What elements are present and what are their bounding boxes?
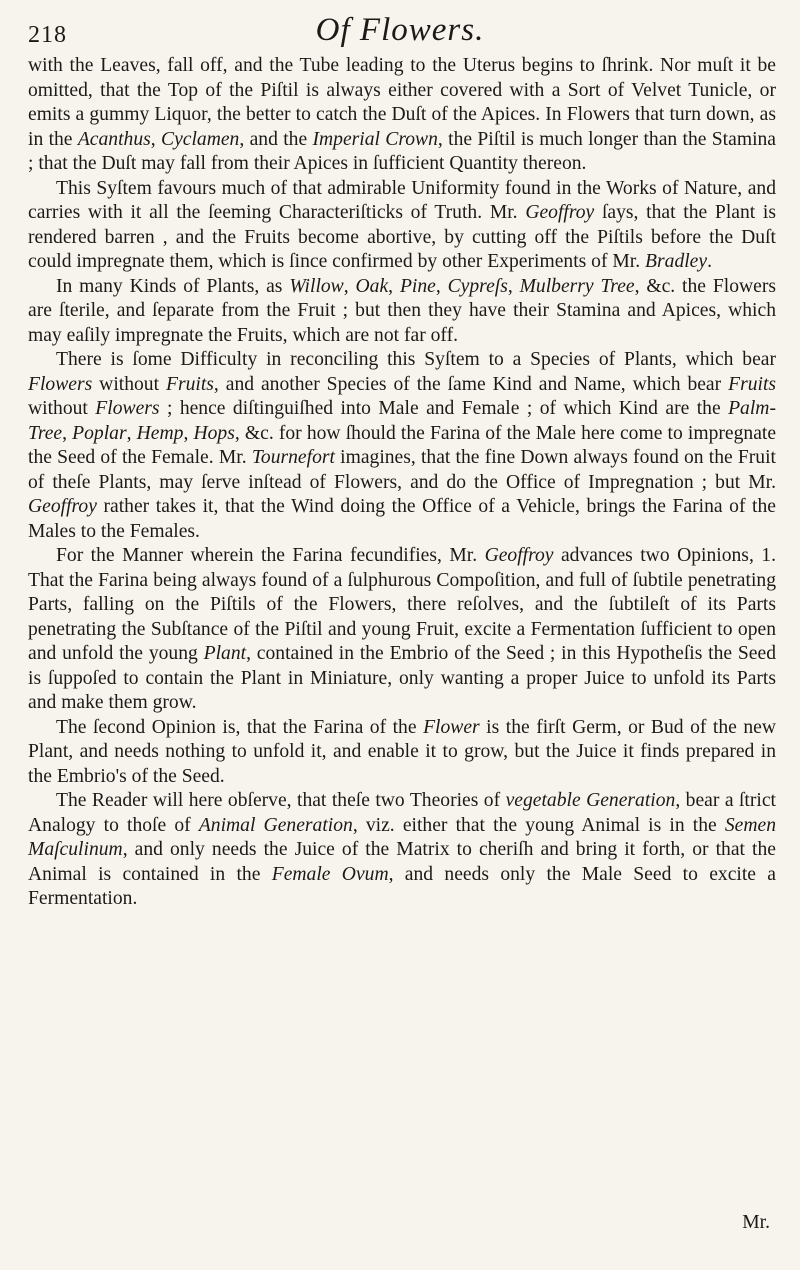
paragraph <box>28 177 776 275</box>
text-run: imagines, that the fine Down always found on the Fruit of theſe Plants, may ſerve inſtead of Flowers, and do the Office of Impregnation ; but Mr. <box>28 447 776 493</box>
text-run: There is ſome Difficulty in reconciling this Syſtem to a Species of Plants, which bear <box>56 349 776 370</box>
text-run: , <box>150 128 161 150</box>
italic-run: Hops <box>193 422 235 444</box>
text-run: , &c. for how ſhould the Farina of the Male here come to impregnate the Seed of the Female. Mr. <box>28 422 777 468</box>
italic-run: Semen Maſculinum <box>28 814 777 860</box>
italic-run: Female Ovum <box>271 863 389 885</box>
text-run: , the Piſtil is much longer than the Stamina ; that the Duſt may fall from their Apices in ſufficient Quantity thereon. <box>28 128 777 174</box>
text-run: In many Kinds of Plants, as <box>56 275 290 297</box>
italic-run: Flowers <box>95 398 160 419</box>
text-run: The ſecond Opinion is, that the Farina of the <box>56 716 424 738</box>
text-run: The Reader will here obſerve, that theſe two Theories of <box>56 790 506 811</box>
text-run: , viz. either that the young Animal is in the <box>352 814 725 836</box>
catchword: Mr. <box>742 1212 770 1233</box>
text-run: advances two Opinions, 1. That the Farina being always found of a ſulphurous Compoſition, and full of ſubtile penetrating Parts, falling on the Piſtils of the Flowers, there reſolves, and the ſubtileſt of its Parts penetrating the Subſtance of the Piſtil and young Fruit, excite a Fermentation ſufficient to open and unfold the young <box>28 545 776 664</box>
italic-run: Hemp <box>136 422 184 444</box>
italic-run: vegetable Generation <box>505 790 676 811</box>
text-run: ſays, that the Plant is rendered barren , and the Fruits become abortive, by cutting off the Piſtils before the Duſt could impregnate them, which is ſince confirmed by other Experiments of Mr. <box>28 202 776 272</box>
italic-run: Flower <box>423 716 480 738</box>
text-run: rather takes it, that the Wind doing the Office of a Vehicle, brings the Farina of the Males to the Females. <box>28 496 776 542</box>
italic-run: Willow <box>289 275 344 297</box>
italic-run: Geoffroy <box>28 496 97 517</box>
running-head: Of Flowers. <box>315 12 485 48</box>
text-run: , <box>183 422 194 444</box>
text-run: , and another Species of the ſame Kind and Name, which bear <box>213 373 729 395</box>
text-run: with the Leaves, fall off, and the Tube leading to the Uterus begins to ſhrink. Nor muſt it be omitted, that the Top of the Piſtil is always either covered with a Sort of Velvet Tunicle, or emits a gummy Liquor, the better to catch the Duſt of the Apices. In Flowers that turn down, as in the <box>28 55 776 150</box>
paragraph <box>28 348 776 544</box>
text-run: ; hence diſtinguiſhed into Male and Female ; of which Kind are the <box>159 398 729 419</box>
italic-run: Poplar <box>72 422 127 444</box>
text-run: , and the <box>239 128 313 150</box>
paragraph <box>28 789 776 912</box>
text-run: , and needs only the Male Seed to excite a Fermentation. <box>28 863 776 909</box>
paragraph <box>28 54 776 177</box>
italic-run: Bradley <box>645 251 708 272</box>
text-run: This Syſtem favours much of that admirable Uniformity found in the Works of Nature, and carries with it all the ſeeming Characteriſticks of Truth. Mr. <box>28 177 776 223</box>
italic-run: Plant <box>203 643 247 664</box>
text-run: without <box>92 373 166 395</box>
body-text <box>28 54 776 912</box>
italic-run: Animal Generation <box>198 814 353 836</box>
paragraph <box>28 716 776 790</box>
italic-run: Pine <box>399 275 436 297</box>
text-run: , <box>126 422 137 444</box>
italic-run: Cyclamen <box>161 128 240 150</box>
italic-run: Flowers <box>28 373 93 395</box>
text-run: , and only needs the Juice of the Matrix to cheriſh and bring it forth, or that the Animal is contained in the <box>28 839 776 885</box>
text-run: , contained in the Embrio of the Seed ; in this Hypotheſis the Seed is ſuppoſed to contain the Plant in Miniature, only wanting a proper Juice to unfold its Parts and make them grow. <box>28 643 776 713</box>
italic-run: Geoffroy <box>525 202 595 223</box>
page-header <box>0 8 800 52</box>
text-run: For the Manner wherein the Farina fecundifies, Mr. <box>56 545 485 566</box>
text-run: is the firſt Germ, or Bud of the new Plant, and needs nothing to unfold it, and enable it to grow, but the Juice it finds prepared in the Embrio's of the Seed. <box>28 716 776 787</box>
text-run: , <box>62 422 73 444</box>
italic-run: Palm-Tree <box>28 398 776 444</box>
italic-run: Fruits <box>728 373 777 395</box>
page-number: 218 <box>28 22 67 48</box>
italic-run: Cypreſs <box>447 275 508 297</box>
paragraph <box>28 544 776 716</box>
italic-run: Acanthus <box>77 128 151 150</box>
text-run: , bear a ſtrict Analogy to thoſe of <box>28 790 776 836</box>
text-run: without <box>28 398 96 419</box>
italic-run: Fruits <box>166 373 214 395</box>
paragraph <box>28 275 776 349</box>
text-run: , <box>507 275 520 297</box>
text-run: . <box>707 251 712 272</box>
text-run: , <box>388 275 400 297</box>
text-run: , &c. the Flowers are ſterile, and ſeparate from the Fruit ; but then they have their Stamina and Apices, which may eaſily impregnate the Fruits, which are not far off. <box>28 275 776 346</box>
text-run: , <box>343 275 356 297</box>
italic-run: Mulberry Tree <box>519 275 635 297</box>
italic-run: Oak <box>355 275 389 297</box>
italic-run: Imperial Crown <box>312 128 438 150</box>
italic-run: Tournefort <box>251 447 335 468</box>
italic-run: Geoffroy <box>484 545 554 566</box>
text-run: , <box>435 275 448 297</box>
